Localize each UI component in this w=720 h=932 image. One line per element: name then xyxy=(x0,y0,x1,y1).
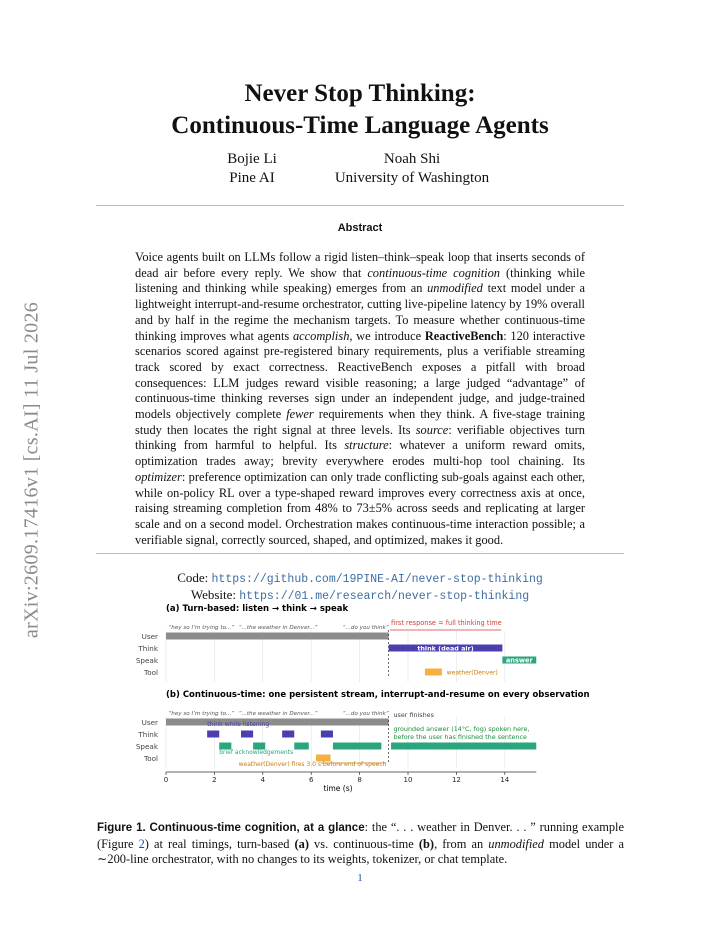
abstract-segment: : preference optimization can only trade conflicting sub-goals against each other, while on-policy RL over a type-shaped reward improves every correctness axis at once, raising streaming completion from 48% to 73±5% across seeds and replicating at larger scale and on a second model. Orchestration makes continuous-time interaction possible; a verifiable signal, correctly sourced, shaped, and optimized, makes it good. xyxy=(135,469,585,547)
x-tick-label: 10 xyxy=(403,776,413,784)
row-label: Think xyxy=(138,730,158,739)
panel-a-title: (a) Turn-based: listen → think → speak xyxy=(166,604,349,614)
figure-1 xyxy=(130,598,600,798)
tool-label: weather(Denver) xyxy=(446,669,498,677)
user-quote: “hey so I’m trying to...” xyxy=(168,625,235,631)
arxiv-stamp: arXiv:2609.17416v1 [cs.AI] 11 Jul 2026 xyxy=(20,301,43,639)
caption-label: Figure 1. xyxy=(97,822,146,834)
timeline-segment-user xyxy=(166,633,389,640)
abstract-segment: fewer xyxy=(286,407,314,422)
acknowledgements-label: brief acknowledgements xyxy=(219,749,294,756)
caption-text: vs. continuous-time xyxy=(308,836,419,851)
user-quote: “...do you think” xyxy=(342,711,389,717)
caption-text: ) at real timings, turn-based xyxy=(144,836,295,851)
timeline-segment-tool xyxy=(425,669,442,676)
x-tick-label: 12 xyxy=(451,776,461,784)
x-tick-label: 6 xyxy=(308,776,314,784)
abstract-body xyxy=(135,250,585,548)
user-finishes-label: user finishes xyxy=(393,711,434,719)
timeline-segment-think xyxy=(241,731,253,738)
answer-label: answer xyxy=(505,656,533,665)
abstract-segment: requirements when they think. A five-stage training study then locates the right signal at three levels. Its xyxy=(135,407,585,437)
x-tick-label: 8 xyxy=(357,776,362,784)
abstract-segment: unmodified xyxy=(427,281,483,296)
abstract-segment: Voice agents built on LLMs follow a rigid listen–think–speak loop that inserts seconds of dead air before every reply. We show that xyxy=(135,250,585,280)
paper-title-line1: Never Stop Thinking: xyxy=(244,80,476,107)
paper-title-line2: Continuous-Time Language Agents xyxy=(171,112,549,139)
abstract-segment: accomplish xyxy=(292,328,350,343)
timeline-segment-user xyxy=(166,719,389,726)
tool-lead-label: weather(Denver) fires 3.0 s before end of speech xyxy=(238,761,387,768)
row-label: Think xyxy=(138,644,158,653)
row-label: Speak xyxy=(135,742,158,751)
abstract-segment: optimizer xyxy=(135,469,182,484)
x-tick-label: 4 xyxy=(260,776,266,784)
x-tick-label: 2 xyxy=(212,776,217,784)
caption-panel-a: (a) xyxy=(294,836,309,851)
abstract-segment: ReactiveBench xyxy=(424,328,504,343)
abstract-segment: : verifiable objectives turn thinking from harmful to helpful. Its xyxy=(135,422,585,453)
caption-lead: Continuous-time cognition, at a glance xyxy=(149,822,365,834)
abstract-segment: , we introduce xyxy=(349,328,425,343)
author-1 xyxy=(212,150,292,188)
user-quote: “...the weather in Denver...” xyxy=(238,711,318,717)
timeline-segment-speak xyxy=(294,743,309,750)
caption-text: : the “. . . weather in Denver. . . ” running example (Figure xyxy=(97,820,624,851)
timeline-segment-speak xyxy=(333,743,381,750)
user-quote: “...the weather in Denver...” xyxy=(238,625,318,631)
author-name: Bojie Li xyxy=(227,151,277,167)
panel-b xyxy=(136,711,536,768)
abstract-segment: source xyxy=(415,422,449,437)
abstract-segment: text model under a lightweight interrupt-and-resume orchestrator, cutting live-pipeline latency by 19% overall and by half in the regime the mechanism targets. To measure whether continuous-time thinking improves what agents xyxy=(135,281,585,343)
website-label: Website: xyxy=(190,587,237,602)
row-label: Tool xyxy=(144,754,158,763)
caption-text: model under a ∼200-line orchestrator, with no changes to its weights, tokenizer, or chat template. xyxy=(97,836,624,867)
abstract-heading: Abstract xyxy=(337,222,383,234)
panel-a xyxy=(136,619,536,682)
x-axis-label: time (s) xyxy=(323,784,353,793)
grounded-answer-label-2: before the user has finished the sentence xyxy=(393,733,527,741)
timeline-figure xyxy=(130,598,600,798)
page-number: 1 xyxy=(357,872,363,884)
grounded-answer-label-1: grounded answer (14°C, fog) spoken here, xyxy=(393,725,530,733)
abstract-segment: continuous-time cognition xyxy=(367,265,500,280)
think-label: think (dead air) xyxy=(417,644,474,653)
divider-bottom xyxy=(96,553,624,554)
author-affiliation: University of Washington xyxy=(334,170,490,186)
user-quote: “...do you think” xyxy=(342,625,389,631)
abstract-segment: (thinking while listening and thinking while speaking) emerges from an xyxy=(135,265,585,296)
caption-text: , from an xyxy=(434,836,489,851)
author-affiliation: Pine AI xyxy=(229,170,275,186)
row-label: Tool xyxy=(144,668,158,677)
timeline-segment-think xyxy=(207,731,219,738)
timeline-segment-think xyxy=(321,731,333,738)
abstract-segment: : 120 interactive scenarios scored against pre-registered binary requirements, plus a verifiable streaming track scored by exact correctness. ReactiveBench exposes a pitfall with broad consequences: LLM judges reward visible reasoning; a large judged “advantage” of continuous-time thinking reverses sign under an independent judge, and judge-trained models objectively complete xyxy=(135,328,585,422)
figure-caption xyxy=(97,820,624,868)
x-tick-label: 0 xyxy=(163,776,169,784)
figure-2-link[interactable]: 2 xyxy=(138,836,145,851)
timeline-segment-speak xyxy=(391,743,536,750)
panel-b-title: (b) Continuous-time: one persistent stream, interrupt-and-resume on every observation xyxy=(166,690,590,700)
think-while-listening-label: think while listening xyxy=(207,721,270,728)
author-name: Noah Shi xyxy=(383,151,441,167)
website-url-link[interactable]: https://01.me/research/never-stop-thinking xyxy=(239,590,530,603)
timeline-segment-think xyxy=(282,731,294,738)
row-label: User xyxy=(141,718,158,727)
code-label: Code: xyxy=(177,570,209,585)
author-2 xyxy=(322,150,502,188)
divider-top xyxy=(96,205,624,206)
x-tick-label: 14 xyxy=(500,776,510,784)
caption-emph: unmodified xyxy=(488,836,545,851)
caption-panel-b: (b) xyxy=(418,836,435,851)
code-url-link[interactable]: https://github.com/19PINE-AI/never-stop-thinking xyxy=(211,573,543,586)
abstract-segment: structure xyxy=(344,438,389,453)
row-label: Speak xyxy=(135,656,158,665)
row-label: User xyxy=(141,632,158,641)
abstract-segment: : whatever a uniform reward omits, optimization trades away; brevity everywhere erodes multi-hop tool chaining. Its xyxy=(135,438,586,469)
first-response-annotation: first response = full thinking time xyxy=(391,619,502,627)
user-quote: “hey so I’m trying to...” xyxy=(168,711,235,717)
